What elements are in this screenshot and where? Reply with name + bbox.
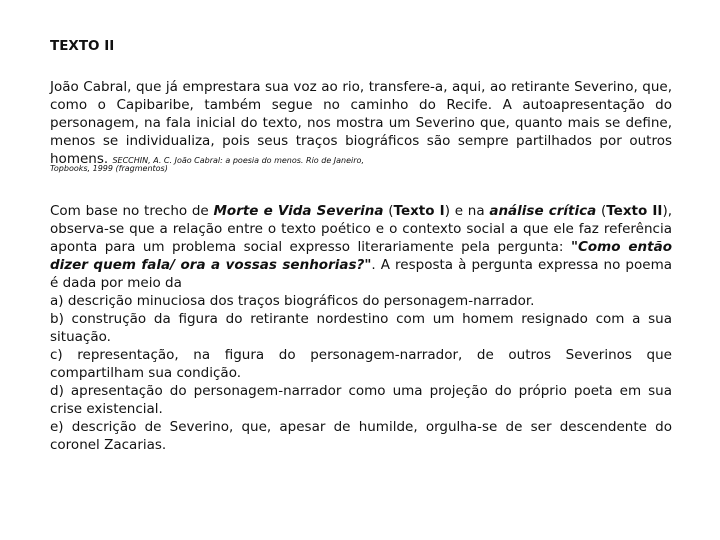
quote-mark-open: " (570, 239, 578, 255)
option-a: a) descrição minuciosa dos traços biográficos do personagem-narrador. (50, 293, 535, 309)
work-title: Morte e Vida Severina (213, 203, 384, 219)
option-e: e) descrição de Severino, que, apesar de humilde, orgulha-se de ser descendente do coronel Zacarias. (50, 419, 672, 453)
option-b: b) construção da figura do retirante nordestino com um homem resignado com a sua situação. (50, 311, 672, 345)
poem-quote: Como então dizer quem fala/ ora a vossas senhorias? (50, 239, 672, 273)
text-reference-1: Texto I (393, 203, 445, 219)
option-c: c) representação, na figura do personagem-narrador, de outros Severinos que compartilham sua condição. (50, 347, 672, 381)
passage-paragraph (50, 78, 672, 170)
question-intro-part: ( (596, 203, 607, 219)
text-reference-2: Texto II (606, 203, 663, 219)
question-intro-part: ( (383, 203, 394, 219)
passage-body: João Cabral, que já emprestara sua voz ao rio, transfere-a, aqui, ao retirante Severino, que, como o Capibaribe, também segue no caminho do Recife. A autoapresentação do personagem, na fala inicial do texto, nos mostra um Severino que, quanto mais se define, menos se individualiza, pois seus traços biográficos são sempre partilhados por outros homens. (50, 79, 672, 167)
option-d: d) apresentação do personagem-narrador como uma projeção do próprio poeta em sua crise existencial. (50, 383, 672, 417)
quote-mark-close: " (364, 257, 372, 273)
question-intro-part: . A resposta à pergunta expressa no poema é dada por meio da (50, 257, 672, 291)
critique-term: análise crítica (489, 203, 597, 219)
text-title: TEXTO II (50, 38, 115, 54)
question-statement (50, 202, 672, 292)
document-page (50, 38, 672, 454)
passage-source-line2: Topbooks, 1999 (fragmentos) (50, 164, 168, 173)
passage-source-line1: SECCHIN, A. C. João Cabral: a poesia do menos. Rio de Janeiro, (112, 156, 364, 165)
question-intro-part: Com base no trecho de (50, 203, 214, 219)
question-intro-part: ) e na (444, 203, 490, 219)
question-intro-part: ), observa-se que a relação entre o texto poético e o contexto social a que ele faz referência aponta para um problema social expresso literariamente pela pergunta: (50, 203, 673, 255)
